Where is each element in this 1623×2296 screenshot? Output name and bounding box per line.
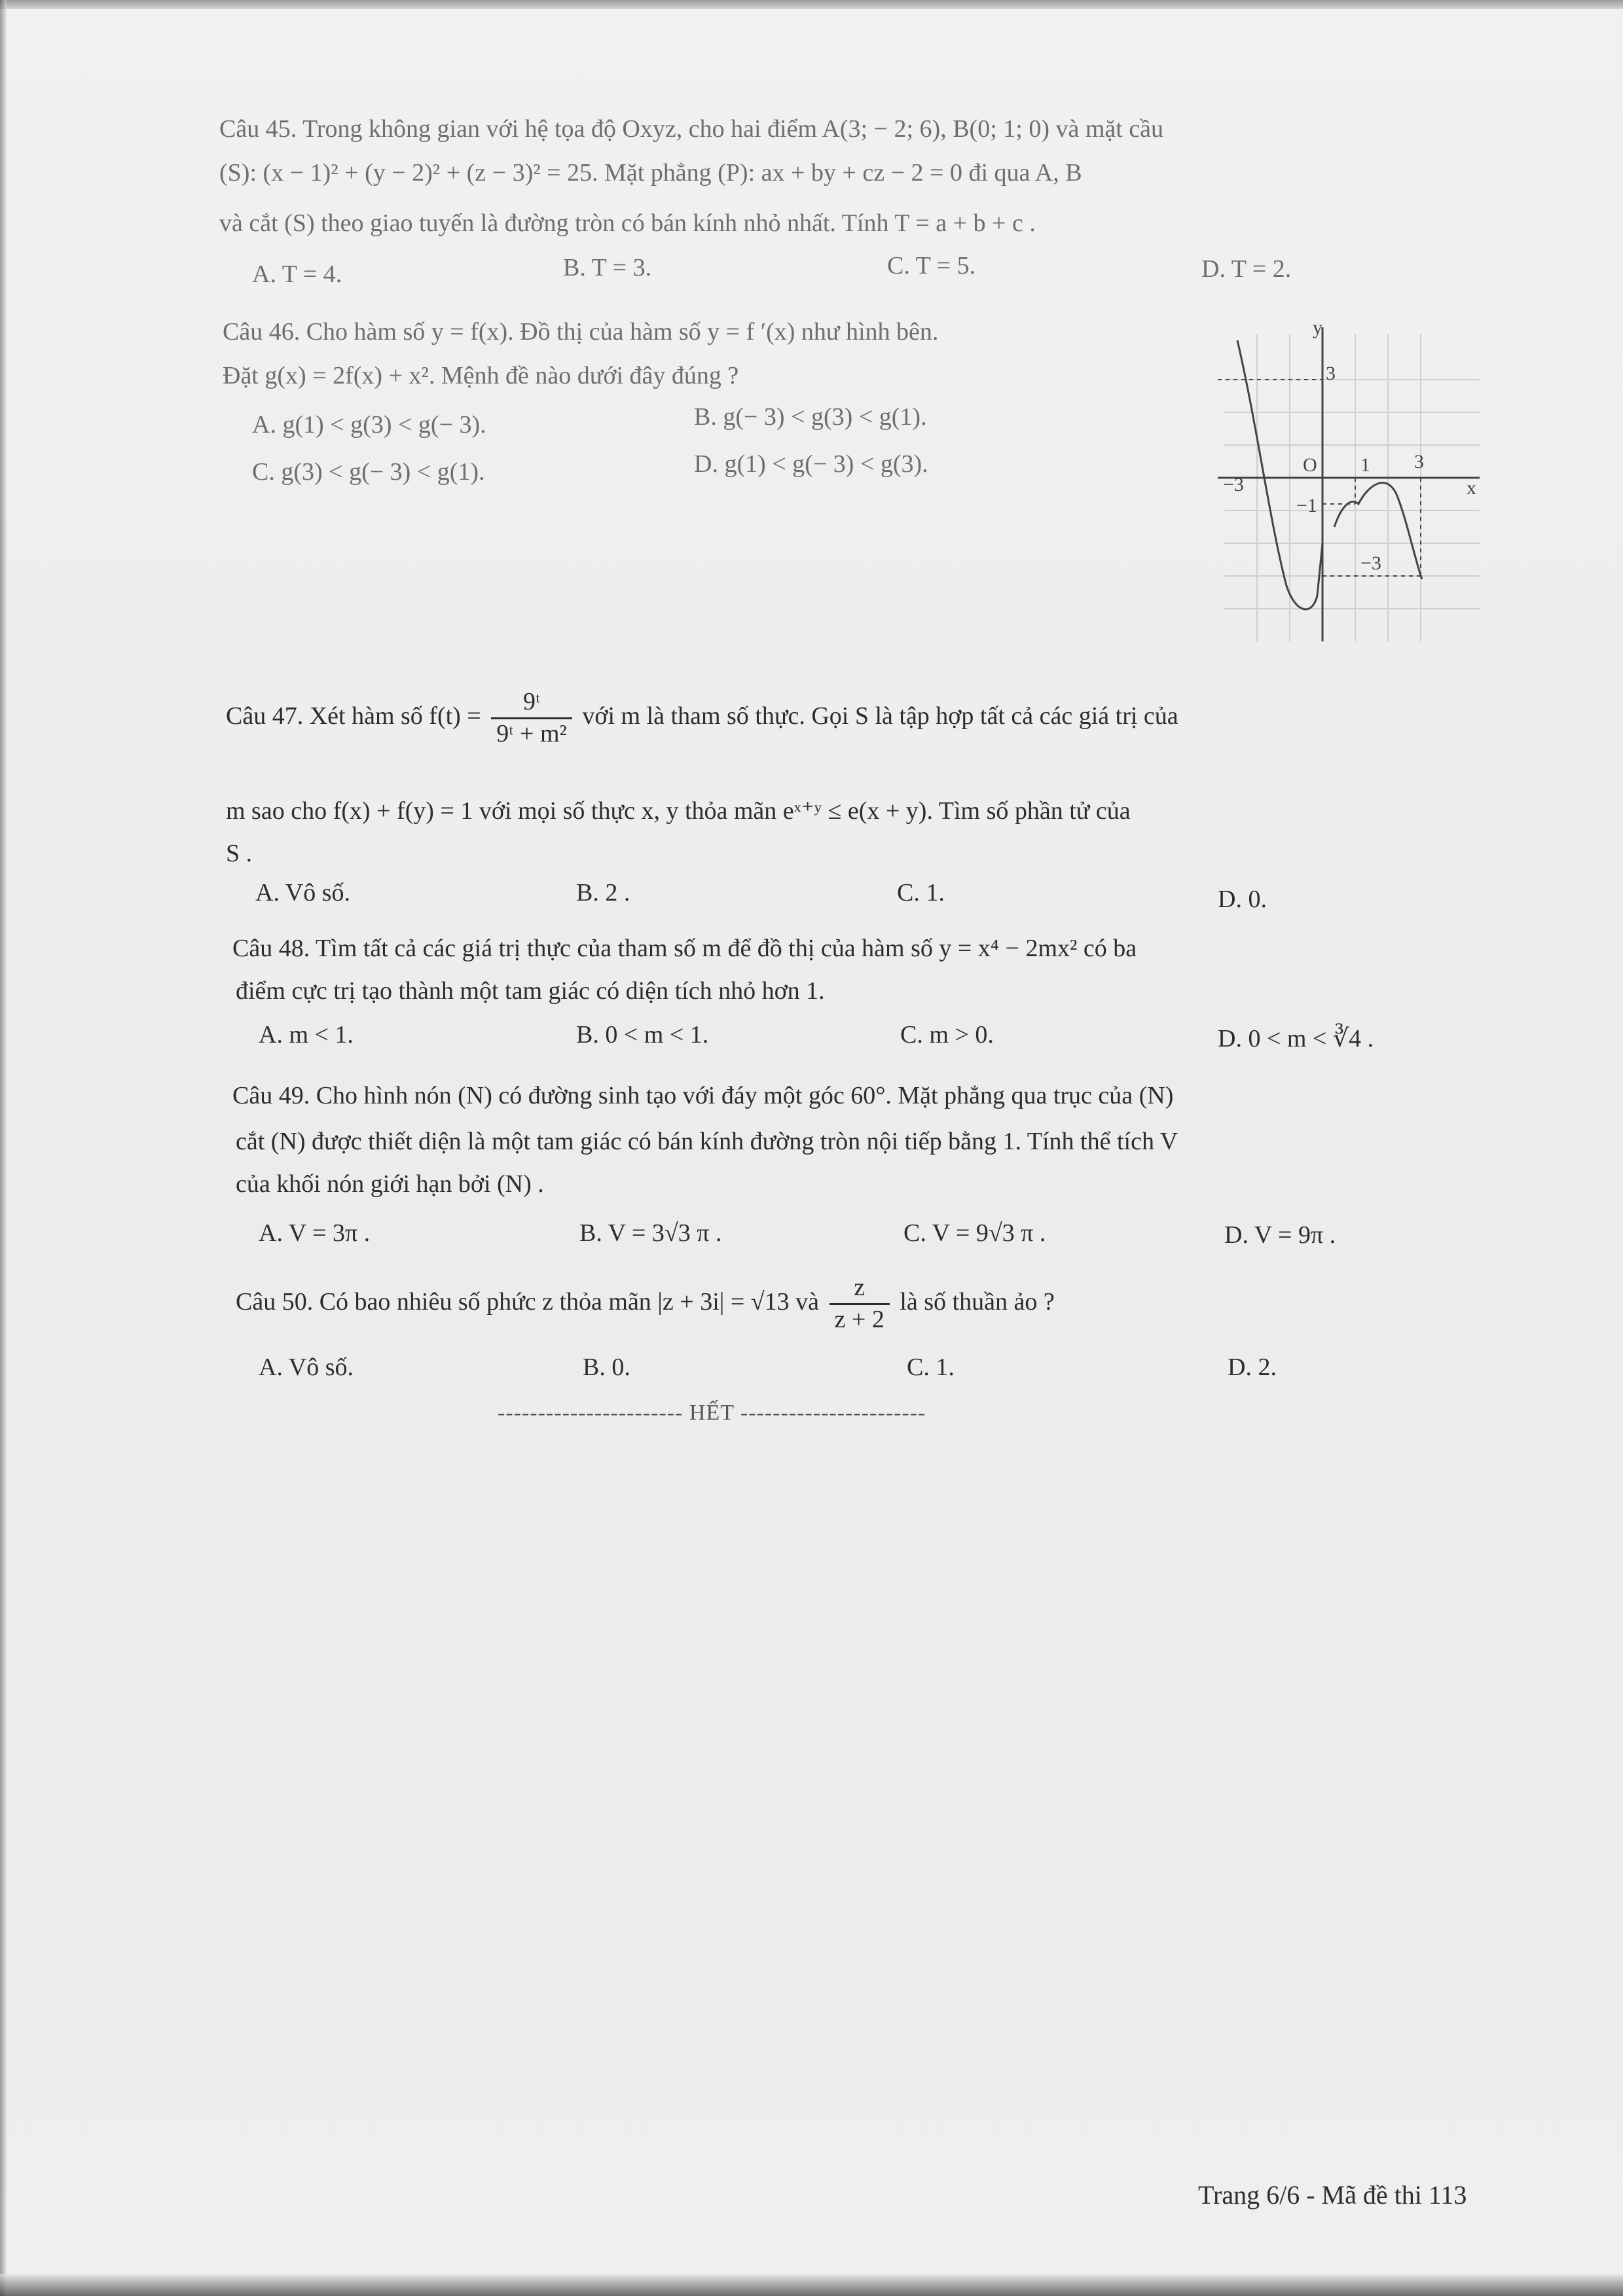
q48-line2: điểm cực trị tạo thành một tam giác có diện tích nhỏ hơn 1. <box>236 977 825 1005</box>
q48-option-c: C. m > 0. <box>900 1021 994 1049</box>
q50-option-c: C. 1. <box>907 1354 955 1381</box>
q47-option-b: B. 2 . <box>576 879 630 906</box>
q47-line1 <box>226 687 1178 749</box>
graph-origin-label: O <box>1303 454 1317 476</box>
q46-option-d: D. g(1) < g(− 3) < g(3). <box>694 450 928 478</box>
scan-bottom-edge <box>0 2274 1623 2296</box>
scan-left-edge <box>0 0 7 2296</box>
q47-line2: m sao cho f(x) + f(y) = 1 với mọi số thực x, y thỏa mãn eˣ⁺ʸ ≤ e(x + y). Tìm số phần tử của <box>226 797 1131 825</box>
q48-line1: Câu 48. Tìm tất cả các giá trị thực của tham số m để đồ thị của hàm số y = x⁴ − 2mx² có ba <box>232 935 1137 962</box>
q47-option-c: C. 1. <box>897 879 945 906</box>
q45-option-c: C. T = 5. <box>887 252 976 279</box>
graph-yneg3-label: −3 <box>1360 552 1381 574</box>
q45-option-a: A. T = 4. <box>252 260 342 288</box>
q46-option-a: A. g(1) < g(3) < g(− 3). <box>252 411 486 439</box>
graph-yneg1-label: −1 <box>1296 495 1317 516</box>
q45-option-d: D. T = 2. <box>1201 255 1292 283</box>
q45-line1: Câu 45. Trong không gian với hệ tọa độ Oxyz, cho hai điểm A(3; − 2; 6), B(0; 1; 0) và mặt cầu <box>219 115 1164 143</box>
graph-y3-label: 3 <box>1326 363 1336 384</box>
q49-option-d: D. V = 9π . <box>1224 1221 1336 1249</box>
q46-line1: Câu 46. Cho hàm số y = f(x). Đồ thị của hàm số y = f ′(x) như hình bên. <box>223 318 939 346</box>
q47-frac-den: 9ᵗ + m² <box>496 719 567 747</box>
graph-x-label: x <box>1467 477 1476 499</box>
scan-top-edge <box>0 0 1623 9</box>
q50-option-d: D. 2. <box>1228 1354 1277 1381</box>
end-mark: ----------------------- HẾT ----------------------- <box>498 1401 926 1425</box>
q50-prefix: Câu 50. Có bao nhiêu số phức z thỏa mãn |z + 3i| = √13 và <box>236 1287 820 1316</box>
q47-suffix: với m là tham số thực. Gọi S là tập hợp tất cả các giá trị của <box>582 702 1178 730</box>
graph-x3-label: 3 <box>1414 451 1424 473</box>
q47-line3: S . <box>226 840 253 867</box>
q49-option-a: A. V = 3π . <box>259 1219 371 1247</box>
q50-suffix: là số thuần ảo ? <box>900 1287 1055 1316</box>
q46-line2: Đặt g(x) = 2f(x) + x². Mệnh đề nào dưới đây đúng ? <box>223 362 739 389</box>
q47-prefix: Câu 47. Xét hàm số f(t) = <box>226 702 481 730</box>
q50-fraction <box>830 1273 890 1335</box>
q49-line1: Câu 49. Cho hình nón (N) có đường sinh tạo với đáy một góc 60°. Mặt phẳng qua trục của (N) <box>232 1082 1174 1109</box>
derivative-graph <box>1218 308 1506 655</box>
q47-option-d: D. 0. <box>1218 886 1267 913</box>
q50-frac-num: z <box>830 1273 890 1305</box>
graph-xneg3-label: −3 <box>1223 474 1244 495</box>
q48-option-a: A. m < 1. <box>259 1021 354 1049</box>
q49-line2: cắt (N) được thiết diện là một tam giác có bán kính đường tròn nội tiếp bằng 1. Tính thể tích V <box>236 1128 1178 1155</box>
q47-frac-num: 9ᵗ <box>491 687 572 719</box>
graph-y-label: y <box>1313 317 1322 338</box>
q49-option-c: C. V = 9√3 π . <box>903 1219 1046 1247</box>
q49-line3: của khối nón giới hạn bởi (N) . <box>236 1170 544 1198</box>
q49-option-b: B. V = 3√3 π . <box>579 1219 722 1247</box>
q47-fraction <box>491 687 572 749</box>
q48-option-d: D. 0 < m < ∛4 . <box>1218 1025 1374 1052</box>
q45-line3: và cắt (S) theo giao tuyến là đường tròn có bán kính nhỏ nhất. Tính T = a + b + c . <box>219 209 1036 237</box>
q48-option-b: B. 0 < m < 1. <box>576 1021 709 1049</box>
q45-option-b: B. T = 3. <box>563 254 652 281</box>
q45-line2: (S): (x − 1)² + (y − 2)² + (z − 3)² = 25. Mặt phẳng (P): ax + by + cz − 2 = 0 đi qua A, B <box>219 159 1082 187</box>
graph-x1-label: 1 <box>1360 454 1370 476</box>
q46-option-c: C. g(3) < g(− 3) < g(1). <box>252 458 485 486</box>
q46-option-b: B. g(− 3) < g(3) < g(1). <box>694 403 927 431</box>
q50-option-a: A. Vô số. <box>259 1354 354 1381</box>
q50-frac-den: z + 2 <box>834 1305 884 1333</box>
q50-option-b: B. 0. <box>583 1354 630 1381</box>
page-footer: Trang 6/6 - Mã đề thi 113 <box>1198 2180 1467 2210</box>
q50-line1 <box>236 1273 1055 1335</box>
q47-option-a: A. Vô số. <box>255 879 350 906</box>
